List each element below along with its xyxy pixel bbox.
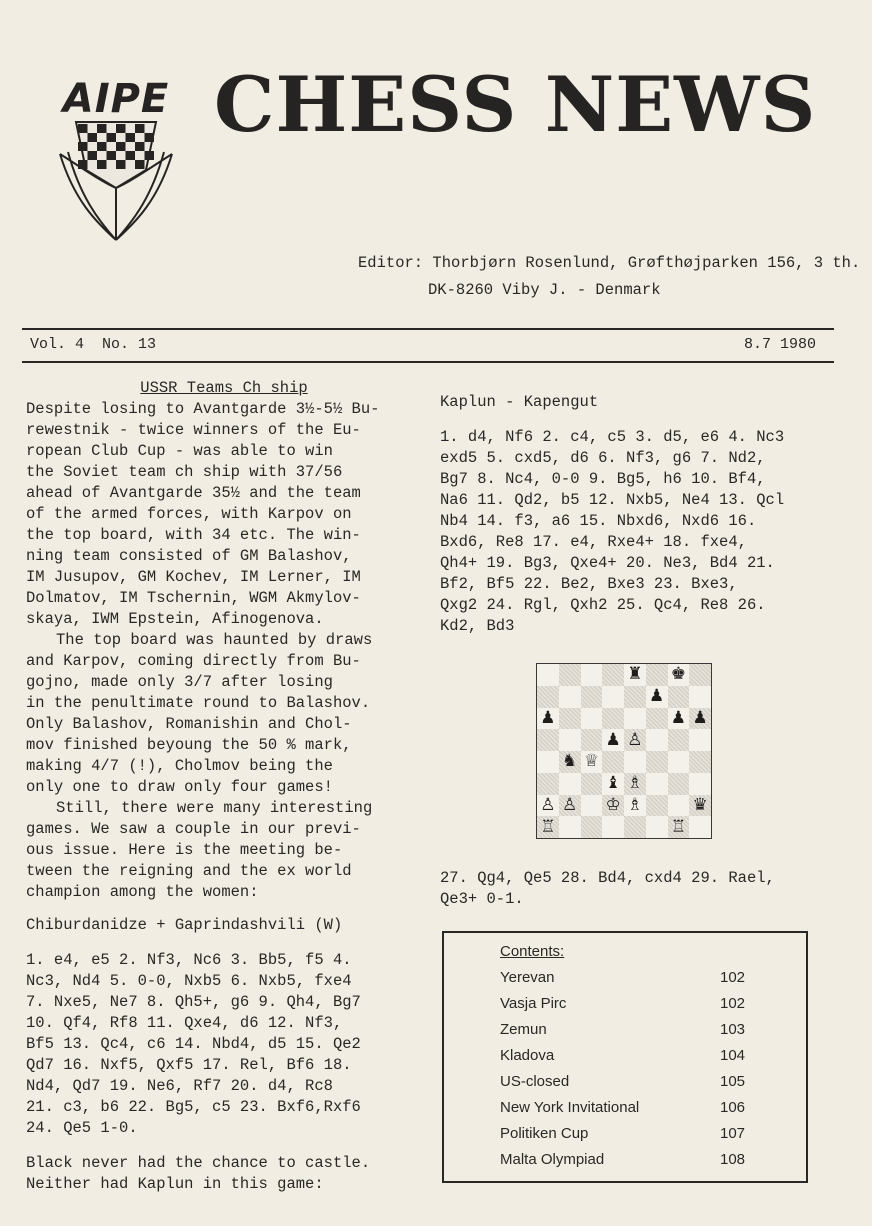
board-square [581, 686, 603, 708]
contents-page: 107 [720, 1125, 746, 1142]
board-square [668, 795, 690, 817]
closing-text [26, 1153, 422, 1195]
contents-title: Vasja Pirc [500, 995, 567, 1012]
left-column [26, 378, 422, 1195]
text-line: ous issue. Here is the meeting be- [26, 841, 343, 859]
contents-page: 108 [720, 1151, 746, 1168]
text-line: the Soviet team ch ship with 37/56 [26, 463, 343, 481]
checkered-book-icon [60, 122, 172, 240]
board-square [581, 773, 603, 795]
board-square [537, 664, 559, 686]
board-square [624, 751, 646, 773]
text-line: gojno, made only 3/7 after losing [26, 673, 333, 691]
move-line: 24. Qe5 1-0. [26, 1119, 138, 1137]
text-line: skaya, IWM Epstein, Afinogenova. [26, 610, 324, 628]
board-square [689, 686, 711, 708]
board-square [624, 816, 646, 838]
contents-page: 105 [720, 1073, 746, 1090]
board-square [581, 795, 603, 817]
contents-item [500, 969, 750, 995]
chess-diagram [536, 663, 712, 839]
move-line: 21. c3, b6 22. Bg5, c5 23. Bxf6,Rxf6 [26, 1098, 361, 1116]
text-line: ahead of Avantgarde 35½ and the team [26, 484, 361, 502]
contents-page: 102 [720, 995, 746, 1012]
board-square [581, 729, 603, 751]
article-paragraph-2 [26, 630, 422, 798]
article-paragraph-3 [26, 798, 422, 903]
chess-piece-square: ♕ [581, 751, 603, 773]
move-line: 27. Qg4, Qe5 28. Bd4, cxd4 29. Rael, [440, 869, 775, 887]
right-column [440, 392, 850, 637]
chess-piece-square: ♛ [689, 795, 711, 817]
text-line: tween the reigning and the ex world [26, 862, 352, 880]
move-line: 7. Nxe5, Ne7 8. Qh5+, g6 9. Qh4, Bg7 [26, 993, 361, 1011]
contents-title: New York Invitational [500, 1099, 640, 1116]
move-line: Nd4, Qd7 19. Ne6, Rf7 20. d4, Rc8 [26, 1077, 333, 1095]
chess-piece-square: ♖ [537, 816, 559, 838]
text-line: IM Jusupov, GM Kochev, IM Lerner, IM [26, 568, 361, 586]
board-square [559, 708, 581, 730]
editor-info [358, 250, 860, 304]
board-square [581, 816, 603, 838]
board-square [559, 773, 581, 795]
text-line: ropean Club Cup - was able to win [26, 442, 333, 460]
volume-number: Vol. 4 No. 13 [30, 336, 157, 353]
chess-piece-square: ♖ [668, 816, 690, 838]
text-line: champion among the women: [26, 883, 259, 901]
board-square [581, 664, 603, 686]
board-square [602, 708, 624, 730]
game-players: Kaplun - Kapengut [440, 393, 599, 411]
board-square [689, 664, 711, 686]
contents-item [500, 1073, 750, 1099]
board-square [602, 751, 624, 773]
board-square [646, 751, 668, 773]
chess-piece-square: ♟ [537, 708, 559, 730]
move-line: 1. d4, Nf6 2. c4, c5 3. d5, e6 4. Nc3 [440, 428, 785, 446]
contents-page: 103 [720, 1021, 746, 1038]
text-line: mov finished beyoung the 50 % mark, [26, 736, 352, 754]
contents-title: Yerevan [500, 969, 555, 986]
chess-piece-square: ♙ [624, 729, 646, 751]
text-line: of the armed forces, with Karpov on [26, 505, 352, 523]
text-line: ning team consisted of GM Balashov, [26, 547, 352, 565]
editor-city: DK-8260 Viby J. - Denmark [428, 281, 661, 299]
board-square [668, 751, 690, 773]
contents-heading: Contents: [500, 943, 565, 960]
contents-page: 102 [720, 969, 746, 986]
board-square [602, 686, 624, 708]
chess-piece-square: ♝ [602, 773, 624, 795]
move-line: Kd2, Bd3 [440, 617, 515, 635]
text-line: making 4/7 (!), Cholmov being the [26, 757, 333, 775]
board-square [581, 708, 603, 730]
text-line: the top board, with 34 etc. The win- [26, 526, 361, 544]
contents-title: US-closed [500, 1073, 570, 1090]
contents-title: Politiken Cup [500, 1125, 589, 1142]
board-square [537, 729, 559, 751]
text-line: Still, there were many interesting [56, 799, 373, 817]
move-line: 10. Qf4, Rf8 11. Qxe4, d6 12. Nf3, [26, 1014, 343, 1032]
article-paragraph-1 [26, 399, 422, 630]
text-line: and Karpov, coming directly from Bu- [26, 652, 361, 670]
move-line: Qe3+ 0-1. [440, 890, 524, 908]
contents-page: 104 [720, 1047, 746, 1064]
move-line: Qh4+ 19. Bg3, Qxe4+ 20. Ne3, Bd4 21. [440, 554, 775, 572]
issue-date: 8.7 1980 [743, 336, 816, 353]
move-line: 1. e4, e5 2. Nf3, Nc6 3. Bb5, f5 4. [26, 951, 352, 969]
move-line: Bf2, Bf5 22. Be2, Bxe3 23. Bxe3, [440, 575, 738, 593]
text-line: Black never had the chance to castle. [26, 1154, 371, 1172]
text-line: Dolmatov, IM Tschernin, WGM Akmylov- [26, 589, 361, 607]
game-finish [440, 868, 850, 910]
contents-item [500, 995, 750, 1021]
move-line: Na6 11. Qd2, b5 12. Nxb5, Ne4 13. Qcl [440, 491, 785, 509]
chess-piece-square: ♟ [689, 708, 711, 730]
board-square [689, 816, 711, 838]
contents-item [500, 1047, 750, 1073]
board-square [537, 751, 559, 773]
contents-item [500, 1021, 750, 1047]
move-line: Qd7 16. Nxf5, Qxf5 17. Rel, Bf6 18. [26, 1056, 352, 1074]
chess-piece-square: ♟ [646, 686, 668, 708]
board-square [559, 729, 581, 751]
logo-text: AIPE [62, 76, 170, 122]
article-heading: USSR Teams Ch ship [140, 379, 308, 397]
header-rule-top [22, 328, 834, 330]
chess-piece-square: ♟ [668, 708, 690, 730]
text-line: rewestnik - twice winners of the Eu- [26, 421, 361, 439]
chess-piece-square: ♚ [668, 664, 690, 686]
move-line: exd5 5. cxd5, d6 6. Nf3, g6 7. Nd2, [440, 449, 766, 467]
game-players: Chiburdanidze + Gaprindashvili (W) [26, 916, 343, 934]
board-square [689, 729, 711, 751]
contents-page: 106 [720, 1099, 746, 1116]
chess-piece-square: ♗ [624, 795, 646, 817]
board-square [646, 816, 668, 838]
board-square [537, 773, 559, 795]
board-square [668, 686, 690, 708]
chess-piece-square: ♜ [624, 664, 646, 686]
move-line: Bg7 8. Nc4, 0-0 9. Bg5, h6 10. Bf4, [440, 470, 766, 488]
chess-piece-square: ♗ [624, 773, 646, 795]
contents-box [442, 931, 808, 1183]
contents-item [500, 1151, 750, 1177]
header-rule-bottom [22, 361, 834, 363]
board-square [537, 686, 559, 708]
chess-piece-square: ♔ [602, 795, 624, 817]
board-square [559, 816, 581, 838]
board-square [602, 816, 624, 838]
editor-address: Editor: Thorbjørn Rosenlund, Grøfthøjparken 156, 3 th. [358, 254, 861, 272]
chess-piece-square: ♞ [559, 751, 581, 773]
game-moves [26, 950, 422, 1139]
board-square [602, 664, 624, 686]
board-square [646, 664, 668, 686]
board-square [668, 729, 690, 751]
chess-piece-square: ♙ [559, 795, 581, 817]
move-line: Bf5 13. Qc4, c6 14. Nbd4, d5 15. Qe2 [26, 1035, 361, 1053]
contents-title: Zemun [500, 1021, 547, 1038]
board-square [689, 773, 711, 795]
chess-piece-square: ♟ [602, 729, 624, 751]
board-square [559, 664, 581, 686]
contents-title: Malta Olympiad [500, 1151, 605, 1168]
contents-title: Kladova [500, 1047, 555, 1064]
board-square [646, 729, 668, 751]
game-moves [440, 427, 850, 637]
board-square [689, 751, 711, 773]
board-square [646, 773, 668, 795]
move-line: Nc3, Nd4 5. 0-0, Nxb5 6. Nxb5, fxe4 [26, 972, 352, 990]
newsletter-title: CHESS NEWS [214, 60, 817, 149]
text-line: only one to draw only four games! [26, 778, 333, 796]
board-square [624, 686, 646, 708]
aipe-logo [52, 72, 180, 244]
chess-piece-square: ♙ [537, 795, 559, 817]
contents-item [500, 1125, 750, 1151]
move-line: Bxd6, Re8 17. e4, Rxe4+ 18. fxe4, [440, 533, 747, 551]
text-line: Neither had Kaplun in this game: [26, 1175, 324, 1193]
board-square [668, 773, 690, 795]
board-square [559, 686, 581, 708]
board-square [624, 708, 646, 730]
text-line: in the penultimate round to Balashov. [26, 694, 371, 712]
board-square [646, 795, 668, 817]
move-line: Qxg2 24. Rgl, Qxh2 25. Qc4, Re8 26. [440, 596, 766, 614]
board-square [646, 708, 668, 730]
move-line: Nb4 14. f3, a6 15. Nbxd6, Nxd6 16. [440, 512, 757, 530]
text-line: The top board was haunted by draws [56, 631, 373, 649]
text-line: Despite losing to Avantgarde 3½-5½ Bu- [26, 400, 380, 418]
contents-item [500, 1099, 750, 1125]
text-line: Only Balashov, Romanishin and Chol- [26, 715, 352, 733]
text-line: games. We saw a couple in our previ- [26, 820, 361, 838]
